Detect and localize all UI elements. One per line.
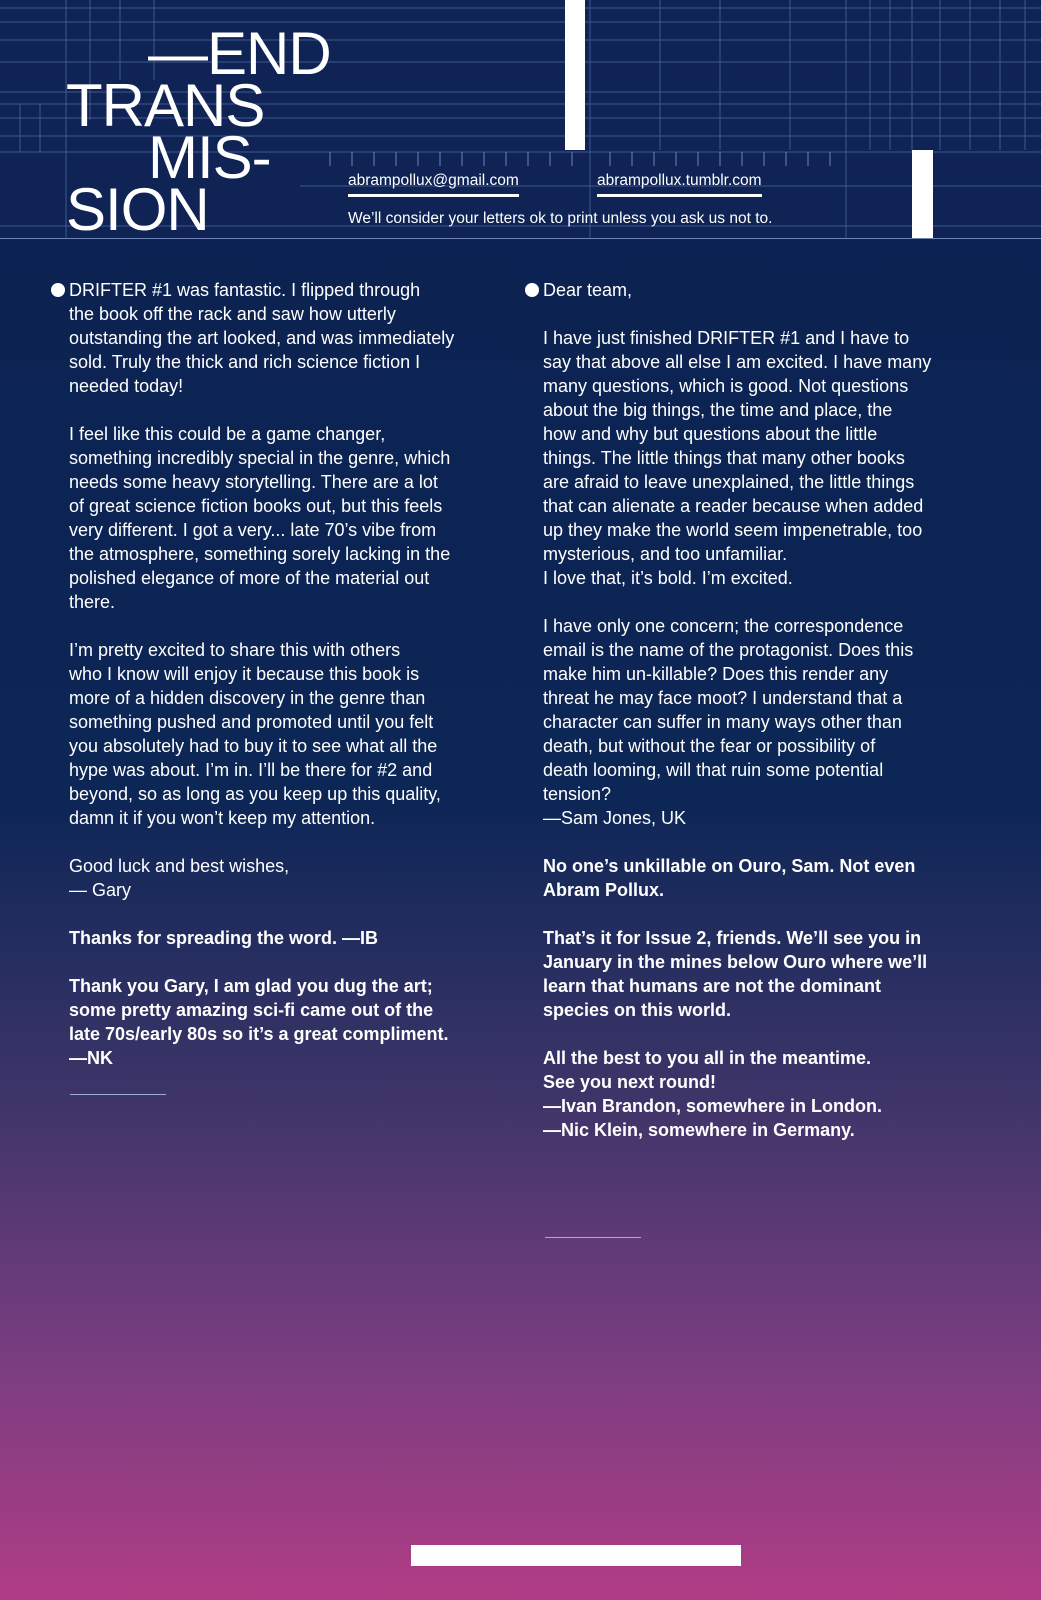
letter-paragraph: Dear team, bbox=[543, 280, 633, 300]
letter-paragraph: I’m pretty excited to share this with others who I know will enjoy it because this book is more of a hidden discovery in the genre than something pushed and promoted until you felt you absolutely had to buy it to see what all the hype was about. I’m in. I’ll be there for #2 and beyond, so as long as you keep up this quality, damn it if you won’t keep my attention. bbox=[69, 640, 441, 828]
bottom-bar bbox=[411, 1545, 741, 1566]
title-line: SION bbox=[66, 176, 209, 239]
header-banner bbox=[0, 0, 1041, 239]
editor-reply: Thank you Gary, I am glad you dug the art; some pretty amazing sci-fi came out of the late 70s/early 80s so it’s a great compliment. —NK bbox=[69, 976, 449, 1068]
closing-message: All the best to you all in the meantime. See you next round! —Ivan Brandon, somewhere in London. —Nic Klein, somewhere in Germany. bbox=[543, 1048, 883, 1140]
bullet-icon bbox=[51, 283, 65, 297]
editor-reply: That’s it for Issue 2, friends. We’ll see you in January in the mines below Ouro where we’ll learn that humans are not the dominant species on this world. bbox=[543, 928, 928, 1020]
title-line: MIS- bbox=[148, 124, 271, 191]
letter-paragraph: I feel like this could be a game changer, something incredibly special in the genre, which needs some heavy storytelling. There are a lot of great science fiction books out, but this feels very different. I got a very... late 70’s vibe from the atmosphere, something sorely lacking in the polished elegance of more of the material out there. bbox=[69, 424, 451, 612]
letter-paragraph: I have only one concern; the correspondence email is the name of the protagonist. Does this make him un-killable? Does this render any threat he may face moot? I understand that a character can suffer in many ways other than death, but without the fear or possibility of death looming, will that ruin some potential tension? —Sam Jones, UK bbox=[543, 616, 914, 828]
editor-reply: Thanks for spreading the word. —IB bbox=[69, 928, 379, 948]
letter-signoff: Good luck and best wishes, — Gary bbox=[69, 856, 290, 900]
divider bbox=[545, 1237, 641, 1238]
divider bbox=[70, 1094, 166, 1095]
right-letter-column bbox=[543, 278, 993, 1166]
bullet-icon bbox=[525, 283, 539, 297]
page-title bbox=[66, 20, 331, 239]
letter-paragraph: I have just finished DRIFTER #1 and I have to say that above all else I am excited. I have many many questions, which is good. Not questions about the big things, the time and place, the how and why but questions about the little things. The little things that many other books are afraid to leave unexplained, the little things that can alienate a reader because when added up they make the world seem impenetrable, too mysterious, and too unfamiliar. I love that, it’s bold. I’m excited. bbox=[543, 328, 932, 588]
letter-paragraph: DRIFTER #1 was fantastic. I flipped through the book off the rack and saw how utterly outstanding the art looked, and was immediately sold. Truly the thick and rich science fiction I needed today! bbox=[69, 280, 455, 396]
title-line: —END bbox=[148, 20, 331, 87]
print-notice: We’ll consider your letters ok to print unless you ask us not to. bbox=[348, 210, 773, 227]
tumblr-link[interactable]: abrampollux.tumblr.com bbox=[597, 172, 762, 197]
left-letter-column bbox=[69, 278, 519, 1094]
editor-reply: No one’s unkillable on Ouro, Sam. Not even Abram Pollux. bbox=[543, 856, 916, 900]
email-link[interactable]: abrampollux@gmail.com bbox=[348, 172, 519, 197]
title-line: TRANS bbox=[66, 72, 265, 139]
